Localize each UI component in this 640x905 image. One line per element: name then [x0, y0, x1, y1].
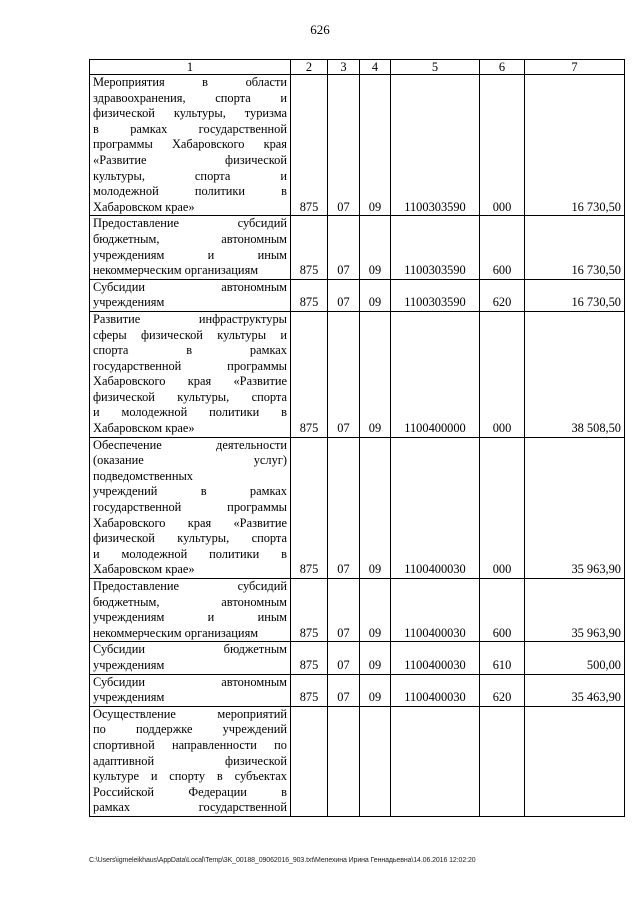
- expense-type-code: 000: [480, 437, 525, 578]
- header-cell: 7: [525, 60, 625, 75]
- row-description: [90, 579, 291, 642]
- header-cell: 5: [391, 60, 480, 75]
- target-article-code: 1100303590: [391, 75, 480, 216]
- subsection-code: 09: [360, 579, 391, 642]
- description-line: Осуществление мероприятий: [93, 706, 287, 721]
- gr-code: 875: [291, 642, 328, 674]
- description-line: бюджетным, автономным: [93, 594, 287, 609]
- description-line: культуре и спорту в субъектах: [93, 769, 287, 784]
- row-description: [90, 706, 291, 816]
- gr-code: 875: [291, 311, 328, 437]
- gr-code: 875: [291, 674, 328, 706]
- table-row: [90, 75, 625, 216]
- description-line: Хабаровского края «Развитие: [93, 374, 287, 389]
- description-line: спорта в рамках: [93, 343, 287, 358]
- expense-type-code: 000: [480, 75, 525, 216]
- section-code: 07: [328, 674, 360, 706]
- section-code: 07: [328, 437, 360, 578]
- section-code: 07: [328, 311, 360, 437]
- section-code: 07: [328, 75, 360, 216]
- amount: 35 463,90: [525, 674, 625, 706]
- description-line: (оказание услуг): [93, 453, 287, 468]
- description-line: молодежной политики в: [93, 184, 287, 199]
- description-line: подведомственных: [93, 468, 193, 483]
- section-code: 07: [328, 279, 360, 311]
- row-description: [90, 674, 291, 706]
- header-cell: 2: [291, 60, 328, 75]
- description-line: Обеспечение деятельности: [93, 437, 287, 452]
- description-line: некоммерческим организациям: [93, 263, 259, 278]
- amount: 38 508,50: [525, 311, 625, 437]
- description-line: и молодежной политики в: [93, 546, 287, 561]
- row-description: [90, 642, 291, 674]
- description-line: учреждениям и иным: [93, 247, 287, 262]
- gr-code: 875: [291, 75, 328, 216]
- expense-type-code: 000: [480, 311, 525, 437]
- description-line: государственной программы: [93, 500, 287, 515]
- amount: 500,00: [525, 642, 625, 674]
- description-line: некоммерческим организациям: [93, 625, 259, 640]
- gr-code: 875: [291, 579, 328, 642]
- section-code: 07: [328, 579, 360, 642]
- table-row: [90, 674, 625, 706]
- expense-type-code: 600: [480, 579, 525, 642]
- description-line: физической культуры, спорта: [93, 389, 287, 404]
- table-row: [90, 642, 625, 674]
- description-line: Субсидии бюджетным: [93, 642, 287, 657]
- amount: [525, 706, 625, 816]
- amount: 35 963,90: [525, 579, 625, 642]
- description-line: «Развитие физической: [93, 152, 287, 167]
- description-line: учреждениям: [93, 690, 165, 705]
- budget-table: [89, 59, 625, 817]
- description-line: физической культуры, спорта: [93, 531, 287, 546]
- table-row: [90, 279, 625, 311]
- description-line: рамках государственной: [93, 800, 287, 815]
- description-line: Хабаровском крае»: [93, 199, 195, 214]
- row-description: [90, 311, 291, 437]
- table-row: [90, 706, 625, 816]
- description-line: физической культуры, туризма: [93, 106, 287, 121]
- description-line: и молодежной политики в: [93, 405, 287, 420]
- expense-type-code: 620: [480, 279, 525, 311]
- description-line: сферы физической культуры и: [93, 327, 287, 342]
- header-cell: 4: [360, 60, 391, 75]
- amount: 16 730,50: [525, 216, 625, 279]
- description-line: культуры, спорта и: [93, 168, 287, 183]
- target-article-code: 1100400030: [391, 437, 480, 578]
- description-line: Предоставление субсидий: [93, 579, 287, 593]
- row-description: [90, 437, 291, 578]
- description-line: адаптивной физической: [93, 753, 287, 768]
- expense-type-code: 600: [480, 216, 525, 279]
- header-cell: 1: [90, 60, 291, 75]
- subsection-code: 09: [360, 311, 391, 437]
- description-line: Развитие инфраструктуры: [93, 311, 287, 326]
- description-line: в рамках государственной: [93, 121, 287, 136]
- header-cell: 6: [480, 60, 525, 75]
- description-line: здравоохранения, спорта и: [93, 90, 287, 105]
- description-line: Предоставление субсидий: [93, 216, 287, 231]
- description-line: учреждениям: [93, 657, 165, 672]
- description-line: государственной программы: [93, 358, 287, 373]
- subsection-code: 09: [360, 75, 391, 216]
- table-row: [90, 216, 625, 279]
- header-cell: 3: [328, 60, 360, 75]
- gr-code: 875: [291, 216, 328, 279]
- target-article-code: 1100400030: [391, 579, 480, 642]
- description-line: учреждениям и иным: [93, 610, 287, 625]
- expense-type-code: 610: [480, 642, 525, 674]
- gr-code: 875: [291, 279, 328, 311]
- row-description: [90, 216, 291, 279]
- target-article-code: 1100400030: [391, 674, 480, 706]
- section-code: 07: [328, 642, 360, 674]
- description-line: учреждений в рамках: [93, 484, 287, 499]
- subsection-code: 09: [360, 216, 391, 279]
- expense-type-code: [480, 706, 525, 816]
- section-code: 07: [328, 216, 360, 279]
- description-line: Субсидии автономным: [93, 674, 287, 689]
- description-line: бюджетным, автономным: [93, 231, 287, 246]
- table-row: [90, 311, 625, 437]
- amount: 16 730,50: [525, 279, 625, 311]
- target-article-code: 1100400030: [391, 642, 480, 674]
- description-line: Российской Федерации в: [93, 784, 287, 799]
- subsection-code: 09: [360, 642, 391, 674]
- section-code: [328, 706, 360, 816]
- target-article-code: 1100303590: [391, 279, 480, 311]
- amount: 35 963,90: [525, 437, 625, 578]
- subsection-code: 09: [360, 437, 391, 578]
- description-line: Хабаровском крае»: [93, 562, 195, 577]
- description-line: Субсидии автономным: [93, 279, 287, 294]
- row-description: [90, 279, 291, 311]
- header-row: [90, 60, 625, 75]
- subsection-code: 09: [360, 279, 391, 311]
- table-row: [90, 579, 625, 642]
- target-article-code: 1100400000: [391, 311, 480, 437]
- description-line: Мероприятия в области: [93, 75, 287, 89]
- subsection-code: [360, 706, 391, 816]
- gr-code: 875: [291, 437, 328, 578]
- description-line: учреждениям: [93, 295, 165, 310]
- description-line: Хабаровского края «Развитие: [93, 515, 287, 530]
- page-number: 626: [310, 22, 330, 37]
- description-line: Хабаровском крае»: [93, 421, 195, 436]
- description-line: программы Хабаровского края: [93, 137, 287, 152]
- description-line: спортивной направленности по: [93, 737, 287, 752]
- amount: 16 730,50: [525, 75, 625, 216]
- description-line: по поддержке учреждений: [93, 722, 287, 737]
- target-article-code: 1100303590: [391, 216, 480, 279]
- table-row: [90, 437, 625, 578]
- target-article-code: [391, 706, 480, 816]
- expense-type-code: 620: [480, 674, 525, 706]
- gr-code: [291, 706, 328, 816]
- subsection-code: 09: [360, 674, 391, 706]
- row-description: [90, 75, 291, 216]
- file-path-footer: C:\Users\igmeleikhaus\AppData\Local\Temp\3K_00188_09062016_903.txt\Мелехина Ирина Геннадьевна\14.06.2016 12:02:20: [89, 857, 476, 864]
